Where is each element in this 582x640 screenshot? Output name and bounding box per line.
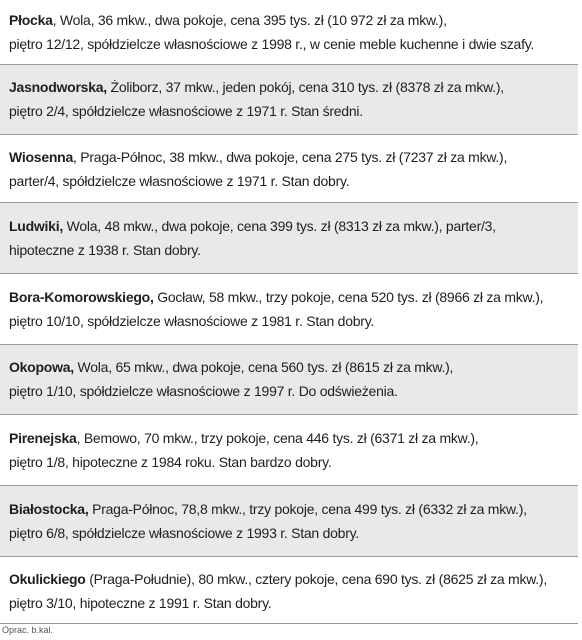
listing-line-1 [9, 75, 572, 99]
street-name: Wiosenna [9, 149, 73, 165]
street-name: Pirenejska [9, 430, 77, 446]
listing-item [0, 274, 578, 344]
listing-details: Gocław, 58 mkw., trzy pokoje, cena 520 tys. zł (8966 zł za mkw.), [153, 289, 544, 305]
listing-details: Żoliborz, 37 mkw., jeden pokój, cena 310 tys. zł (8378 zł za mkw.), [106, 79, 504, 95]
listing-line-2: piętro 10/10, spółdzielcze własnościowe z 1981 r. Stan dobry. [9, 313, 375, 329]
listing-line-1 [9, 426, 572, 450]
listing-item [0, 486, 578, 556]
divider [0, 623, 578, 624]
listing-details: , Bemowo, 70 mkw., trzy pokoje, cena 446 tys. zł (6371 zł za mkw.), [76, 430, 479, 446]
listing-details: Praga-Północ, 78,8 mkw., trzy pokoje, cena 499 tys. zł (6332 zł za mkw.), [88, 501, 527, 517]
street-name: Jasnodworska, [9, 79, 107, 95]
listing-line-2: piętro 3/10, hipoteczne z 1991 r. Stan dobry. [9, 595, 272, 611]
source-credit: Oprac. b.kal. [2, 625, 54, 635]
listing-line-2: parter/4, spółdzielcze własnościowe z 1971 r. Stan dobry. [9, 173, 350, 189]
street-name: Ludwiki, [9, 218, 63, 234]
street-name: Białostocka, [9, 501, 89, 517]
listing-details: Wola, 48 mkw., dwa pokoje, cena 399 tys. zł (8313 zł za mkw.), parter/3, [63, 218, 496, 234]
street-name: Bora-Komorowskiego, [9, 289, 154, 305]
street-name: Płocka [9, 12, 53, 28]
listing-details: , Wola, 36 mkw., dwa pokoje, cena 395 tys. zł (10 972 zł za mkw.), [52, 12, 447, 28]
listing-line-1 [9, 214, 572, 238]
listing-item [0, 135, 578, 202]
listing-line-1 [9, 567, 572, 591]
listing-details: , Praga-Północ, 38 mkw., dwa pokoje, cena 275 tys. zł (7237 zł za mkw.), [73, 149, 508, 165]
listing-line-2: piętro 1/8, hipoteczne z 1984 roku. Stan bardzo dobry. [9, 454, 332, 470]
listing-details: (Praga-Południe), 80 mkw., cztery pokoje, cena 690 tys. zł (8625 zł za mkw.), [85, 571, 547, 587]
listing-line-2: piętro 2/4, spółdzielcze własnościowe z 1971 r. Stan średni. [9, 103, 363, 119]
listing-line-1 [9, 497, 572, 521]
listing-line-2: hipoteczne z 1938 r. Stan dobry. [9, 242, 201, 258]
listing-item [0, 415, 578, 485]
listing-line-2: piętro 12/12, spółdzielcze własnościowe z 1998 r., w cenie meble kuchenne i dwie szafy. [9, 36, 535, 52]
listing-item [0, 203, 578, 273]
street-name: Okulickiego [9, 571, 86, 587]
listing-line-1 [9, 285, 572, 309]
listing-line-1 [9, 145, 572, 169]
listing-line-1 [9, 8, 572, 32]
listing-details: Wola, 65 mkw., dwa pokoje, cena 560 tys. zł (8615 zł za mkw.), [73, 359, 454, 375]
street-name: Okopowa, [9, 359, 74, 375]
listing-item [0, 0, 578, 64]
listing-item [0, 557, 578, 623]
listing-item [0, 345, 578, 414]
listing-line-2: piętro 1/10, spółdzielcze własnościowe z 1997 r. Do odświeżenia. [9, 383, 398, 399]
listing-line-1 [9, 355, 572, 379]
listing-line-2: piętro 6/8, spółdzielcze własnościowe z 1993 r. Stan dobry. [9, 525, 359, 541]
listing-item [0, 65, 578, 134]
